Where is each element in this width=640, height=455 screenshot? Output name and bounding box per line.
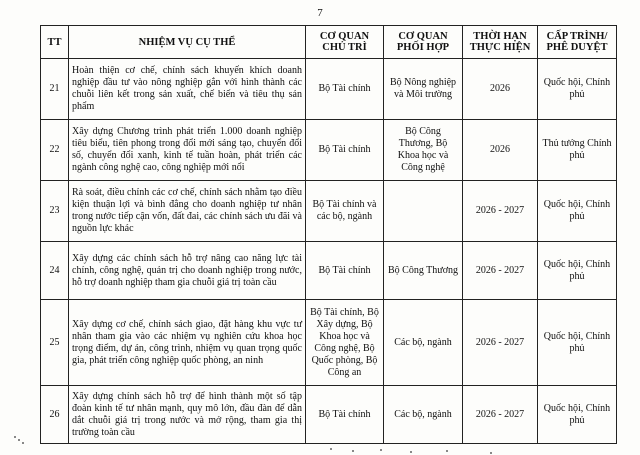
- header-lead-agency: CƠ QUAN CHỦ TRÌ: [306, 26, 384, 59]
- task-description: Hoàn thiện cơ chế, chính sách khuyến khích doanh nghiệp đầu tư vào nông nghiệp gắn với hình thành các chuỗi liên kết trong sản xuất, chế biến và tiêu thụ sản phẩm: [69, 59, 306, 120]
- header-coordinating-agency: CƠ QUAN PHỐI HỢP: [384, 26, 463, 59]
- page-number: 7: [317, 7, 323, 19]
- lead-agency: Bộ Tài chính: [306, 242, 384, 300]
- deadline: 2026 - 2027: [463, 386, 538, 444]
- approver: Thủ tướng Chính phủ: [538, 120, 617, 181]
- row-number: 22: [41, 120, 69, 181]
- approver: Quốc hội, Chính phủ: [538, 300, 617, 386]
- approver: Quốc hội, Chính phủ: [538, 59, 617, 120]
- task-description: Xây dựng Chương trình phát triển 1.000 doanh nghiệp tiêu biểu, tiên phong trong đổi mới sáng tạo, chuyển đổi số, chuyển đổi xanh, kinh tế tuần hoàn, phát triển các ngành công nghệ cao, công nghiệp mới nổi: [69, 120, 306, 181]
- task-description: Xây dựng các chính sách hỗ trợ nâng cao năng lực tài chính, công nghệ, quản trị cho doanh nghiệp trong nước, hỗ trợ doanh nghiệp tham gia chuỗi giá trị toàn cầu: [69, 242, 306, 300]
- task-description: Rà soát, điều chỉnh các cơ chế, chính sách nhằm tạo điều kiện thuận lợi và bình đẳng cho doanh nghiệp tư nhân trong nước tiếp cận vốn, đất đai, các chính sách ưu đãi và nguồn lực khác: [69, 181, 306, 242]
- header-deadline: THỜI HẠN THỰC HIỆN: [463, 26, 538, 59]
- table-row: [41, 181, 617, 242]
- row-number: 26: [41, 386, 69, 444]
- row-number: 23: [41, 181, 69, 242]
- task-description: Xây dựng chính sách hỗ trợ để hình thành một số tập đoàn kinh tế tư nhân mạnh, quy mô lớn, đầu đàn để dẫn dắt chuỗi giá trị trong nước và mở rộng, tham gia thị trường toàn cầu: [69, 386, 306, 444]
- deadline: 2026: [463, 120, 538, 181]
- task-table: [40, 25, 617, 444]
- deadline: 2026 - 2027: [463, 242, 538, 300]
- lead-agency: Bộ Tài chính: [306, 59, 384, 120]
- task-description: Xây dựng cơ chế, chính sách giao, đặt hàng khu vực tư nhân tham gia vào các nhiệm vụ nghiên cứu khoa học trọng điểm, dự án, công trình, nhiệm vụ quan trọng quốc gia, phát triển công nghiệp quốc phòng, an ninh: [69, 300, 306, 386]
- deadline: 2026: [463, 59, 538, 120]
- coordinating-agency: Bộ Nông nghiệp và Môi trường: [384, 59, 463, 120]
- table-row: [41, 59, 617, 120]
- lead-agency: Bộ Tài chính và các bộ, ngành: [306, 181, 384, 242]
- coordinating-agency: Bộ Công Thương, Bộ Khoa học và Công nghệ: [384, 120, 463, 181]
- header-task: NHIỆM VỤ CỤ THỂ: [69, 26, 306, 59]
- approver: Quốc hội, Chính phủ: [538, 242, 617, 300]
- row-number: 25: [41, 300, 69, 386]
- row-number: 21: [41, 59, 69, 120]
- deadline: 2026 - 2027: [463, 300, 538, 386]
- approver: Quốc hội, Chính phủ: [538, 386, 617, 444]
- table-row: [41, 300, 617, 386]
- coordinating-agency: Bộ Công Thương: [384, 242, 463, 300]
- approver: Quốc hội, Chính phủ: [538, 181, 617, 242]
- row-number: 24: [41, 242, 69, 300]
- table-header-row: [41, 26, 617, 59]
- scan-artifacts: [0, 428, 640, 455]
- lead-agency: Bộ Tài chính: [306, 386, 384, 444]
- coordinating-agency: [384, 181, 463, 242]
- header-tt: TT: [41, 26, 69, 59]
- coordinating-agency: Các bộ, ngành: [384, 300, 463, 386]
- coordinating-agency: Các bộ, ngành: [384, 386, 463, 444]
- lead-agency: Bộ Tài chính: [306, 120, 384, 181]
- header-approver: CẤP TRÌNH/ PHÊ DUYỆT: [538, 26, 617, 59]
- deadline: 2026 - 2027: [463, 181, 538, 242]
- table-row: [41, 120, 617, 181]
- lead-agency: Bộ Tài chính, Bộ Xây dựng, Bộ Khoa học và Công nghệ, Bộ Quốc phòng, Bộ Công an: [306, 300, 384, 386]
- table-row: [41, 242, 617, 300]
